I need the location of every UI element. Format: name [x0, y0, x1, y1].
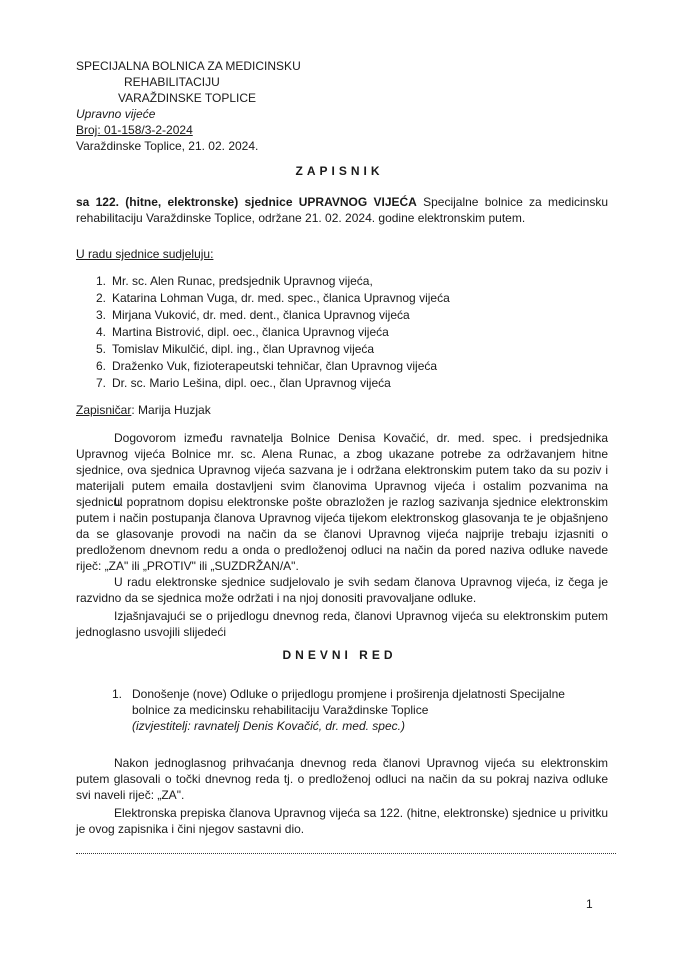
list-item: [76, 341, 608, 358]
list-item: [76, 273, 608, 290]
item-number: 6.: [96, 359, 107, 373]
page-number: 1: [586, 897, 593, 911]
intro-prefix: sa 122. (hitne, elektronske) sjednice: [76, 195, 299, 209]
place-date: Varaždinske Toplice, 21. 02. 2024.: [76, 139, 259, 153]
paragraph-4: Izjašnjavajući se o prijedlogu dnevnog reda, članovi Upravnog vijeća su elektronskim putem jednoglasno usvojili slijedeći: [76, 609, 608, 639]
item-number: 7.: [96, 376, 107, 390]
paragraph-3: U radu elektronske sjednice sudjelovalo je svih sedam članova Upravnog vijeća, iz čega je razvidno da se sjednica može održati i na njoj donositi pravovaljane odluke.: [76, 575, 608, 605]
agenda-item-reporter: (izvjestitelj: ravnatelj Denis Kovačić, dr. med. spec.): [132, 719, 405, 733]
document-title: ZAPISNIK: [295, 164, 384, 178]
item-text: Tomislav Mikulčić, dipl. ing., član Upravnog vijeća: [112, 342, 375, 356]
item-number: 5.: [96, 342, 107, 356]
agenda-item: [132, 686, 572, 734]
item-number: 4.: [96, 325, 107, 339]
item-number: 2.: [96, 291, 107, 305]
participants-heading: U radu sjednice sudjeluju:: [76, 247, 214, 261]
item-number: 3.: [96, 308, 107, 322]
recorder-line: [76, 402, 211, 418]
list-item: [76, 375, 608, 392]
participants-list: [76, 273, 608, 392]
intro-rest: Specijalne bolnice za medicinsku rehabilitaciju Varaždinske Toplice, održane 21. 02. 2024. godine elektronskim putem.: [76, 195, 609, 225]
dotted-divider: [76, 853, 616, 854]
institution-name-line1: SPECIJALNA BOLNICA ZA MEDICINSKU: [76, 59, 301, 73]
agenda-item-number: 1.: [112, 687, 123, 701]
paragraph-1: Dogovorom između ravnatelja Bolnice Denisa Kovačić, dr. med. spec. i predsjednika Upravnog vijeća Bolnice mr. sc. Alena Runac, a zbog ukazane potrebe za održavanjem hitne sjednice, ova sjednica Upravnog vijeća sazvana je i održana elektronskim putem tako da su poziv i materijali putem emaila dostavljeni svim članovima Upravnog vijeća i ostalim pozvanima na sjednicu.: [76, 431, 608, 509]
item-text: Mr. sc. Alen Runac, predsjednik Upravnog vijeća,: [112, 274, 373, 288]
body-name: Upravno vijeće: [76, 107, 156, 121]
agenda-title: DNEVNI RED: [282, 648, 397, 662]
recorder-name: : Marija Huzjak: [131, 403, 211, 417]
document-header: [76, 58, 316, 154]
list-item: [76, 358, 608, 375]
list-item: [76, 324, 608, 341]
recorder-label: Zapisničar: [76, 403, 132, 417]
item-text: Mirjana Vuković, dr. med. dent., članica Upravnog vijeća: [112, 308, 410, 322]
institution-name-line3: VARAŽDINSKE TOPLICE: [118, 91, 257, 105]
agenda-item-text: Donošenje (nove) Odluke o prijedlogu promjene i proširenja djelatnosti Specijalne bolnice za medicinsku rehabilitaciju Varaždinske Toplice: [132, 687, 565, 717]
closing-paragraph-2: Elektronska prepiska članova Upravnog vijeća sa 122. (hitne, elektronske) sjednice u privitku je ovog zapisnika i čini njegov sastavni dio.: [76, 806, 608, 836]
closing-paragraph-1: Nakon jednoglasnog prihvaćanja dnevnog reda članovi Upravnog vijeća su elektronskim putem glasovali o točki dnevnog reda tj. o predloženoj odluci na način da su pokraj naziva odluke svi naveli riječ: „ZA".: [76, 756, 608, 802]
item-number: 1.: [96, 274, 107, 288]
item-text: Martina Bistrović, dipl. oec., članica Upravnog vijeća: [112, 325, 389, 339]
item-text: Katarina Lohman Vuga, dr. med. spec., članica Upravnog vijeća: [112, 291, 450, 305]
item-text: Draženko Vuk, fizioterapeutski tehničar, član Upravnog vijeća: [112, 359, 438, 373]
list-item: [76, 290, 608, 307]
list-item: [76, 307, 608, 324]
document-number: Broj: 01-158/3-2-2024: [76, 123, 193, 137]
paragraph-2: U popratnom dopisu elektronske pošte obrazložen je razlog sazivanja sjednice elektronskim putem i način postupanja članova Upravnog vijeća tijekom elektronskog glasovanja te je objašnjeno da se glasovanje provodi na način da se članovi Upravnog vijeća najprije trebaju izjasniti o predloženom dnevnom redu a onda o predloženoj odluci na način da pored naziva odluke navede riječ: „ZA" ili „PROTIV" ili „SUZDRŽAN/A".: [76, 495, 608, 573]
intro-bold: UPRAVNOG VIJEĆA: [298, 195, 417, 209]
item-text: Dr. sc. Mario Lešina, dipl. oec., član Upravnog vijeća: [112, 376, 391, 390]
intro-paragraph: [76, 194, 608, 226]
institution-name-line2: REHABILITACIJU: [124, 75, 220, 89]
